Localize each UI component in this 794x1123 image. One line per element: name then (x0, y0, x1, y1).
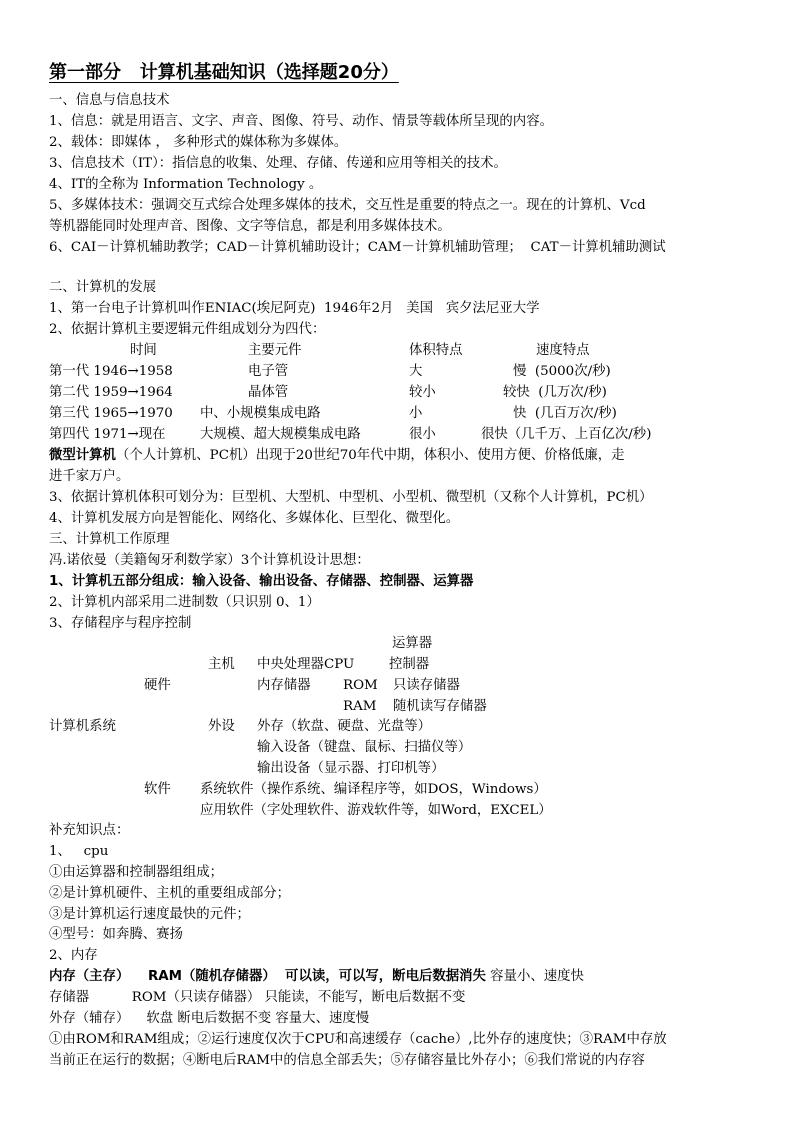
tree-rom-desc: 只读存储器 (393, 678, 460, 693)
table-cell: 较小 (409, 385, 436, 400)
table-header: 速度特点 (536, 343, 590, 358)
table-cell: 第二代 1959→1964 (49, 385, 173, 400)
supplement-cpu-2: ②是计算机硬件、主机的重要组成部分； (49, 886, 291, 901)
tree-software: 软件 (144, 782, 171, 797)
table-cell: 中、小规模集成电路 (200, 406, 321, 421)
tree-cpu: 中央处理器CPU (257, 657, 355, 672)
tree-controller: 控制器 (389, 657, 430, 672)
microcomputer-desc: （个人计算机、PC机）出现于20世纪70年代中期，体积小、使用方便、价格低廉，走 (115, 448, 625, 463)
tree-output-devices: 输出设备（显示器、打印机等） (257, 761, 445, 776)
section-1-line-5b: 等机器能同时处理声音、图像、文字等信息，都是利用多媒体技术。 (49, 219, 451, 234)
supplement-cpu-title: 1、 cpu (49, 844, 109, 859)
table-cell: 快 (几百万次/秒) (513, 406, 617, 421)
tree-alu: 运算器 (392, 636, 433, 651)
section-2-line-4: 4、计算机发展方向是智能化、网络化、多媒体化、巨型化、微型化。 (49, 511, 460, 526)
tree-application-software: 应用软件（字处理软件、游戏软件等，如Word，EXCEL） (200, 803, 552, 818)
microcomputer-term: 微型计算机 (49, 448, 116, 463)
table-cell: 大 (409, 364, 423, 379)
memory-ram-bold: 内存（主存） RAM（随机存储器） 可以读，可以写，断电后数据消失 (49, 969, 486, 984)
section-2-line-2: 2、依据计算机主要逻辑元件组成划分为四代： (49, 322, 326, 337)
tree-host: 主机 (208, 657, 235, 672)
section-1-line-2: 2、载体：即媒体 ， 多种形式的媒体称为多媒体。 (49, 135, 348, 150)
table-cell: 第四代 1971→现在 (49, 427, 166, 442)
section-1-line-4: 4、IT的全称为 Information Technology 。 (49, 177, 323, 192)
table-cell: 很小 (409, 427, 436, 442)
section-3-heading: 三、计算机工作原理 (49, 532, 170, 547)
section-3-line-2: 2、计算机内部采用二进制数（只识别 0、1） (49, 595, 320, 610)
supplement-cpu-4: ④型号：如奔腾、赛扬 (49, 927, 183, 942)
tree-input-devices: 输入设备（键盘、鼠标、扫描仪等） (257, 740, 472, 755)
table-cell: 慢 (5000次/秒) (513, 364, 611, 379)
section-2-line-1: 1、第一台电子计算机叫作ENIAC(埃尼阿克) 1946年2月 美国 宾夕法尼亚大学 (49, 301, 540, 316)
table-cell: 电子管 (248, 364, 289, 379)
memory-ram-rest: 容量小、速度快 (485, 969, 584, 984)
section-2-heading: 二、计算机的发展 (49, 280, 157, 295)
table-cell: 较快 (几万次/秒) (503, 385, 607, 400)
section-3-intro: 冯.诺依曼（美籍匈牙利数学家）3个计算机设计思想： (49, 553, 370, 568)
section-3-line-1: 1、计算机五部分组成：输入设备、输出设备、存储器、控制器、运算器 (49, 574, 474, 589)
section-1-line-1: 1、信息：就是用语言、文字、声音、图像、符号、动作、情景等载体所呈现的内容。 (49, 114, 553, 129)
table-cell: 大规模、超大规模集成电路 (200, 427, 361, 442)
tree-ram-desc: 随机读写存储器 (393, 699, 487, 714)
section-2-line-3: 3、依据计算机体积可划分为：巨型机、大型机、中型机、小型机、微型机（又称个人计算机，PC机） (49, 490, 653, 505)
tree-system-software: 系统软件（操作系统、编译程序等，如DOS，Windows） (200, 782, 547, 797)
tree-ram: RAM (343, 699, 377, 714)
table-cell: 第一代 1946→1958 (49, 364, 173, 379)
table-cell: 很快（几千万、上百亿次/秒) (481, 427, 652, 442)
table-header: 体积特点 (409, 343, 463, 358)
microcomputer-cont: 进千家万户。 (49, 469, 130, 484)
supplement-heading: 补充知识点： (49, 823, 130, 838)
table-cell: 晶体管 (248, 385, 289, 400)
supplement-memory-4a: ①由ROM和RAM组成；②运行速度仅次于CPU和高速缓存（cache）,比外存的速度快；③RAM中存放 (49, 1032, 667, 1047)
section-1-line-6: 6、CAI－计算机辅助教学；CAD－计算机辅助设计；CAM－计算机辅助管理； CAT－计算机辅助测试 (49, 240, 666, 255)
supplement-cpu-1: ①由运算器和控制器组组成； (49, 865, 224, 880)
supplement-memory-4b: 当前正在运行的数据；④断电后RAM中的信息全部丢失；⑤存储容量比外存小；⑥我们常说的内存容 (49, 1053, 645, 1068)
table-cell: 第三代 1965→1970 (49, 406, 173, 421)
section-1-line-5a: 5、多媒体技术：强调交互式综合处理多媒体的技术，交互性是重要的特点之一。现在的计算机、Vcd (49, 198, 646, 213)
microcomputer-line (49, 446, 625, 467)
section-1-line-3: 3、信息技术（IT）：指信息的收集、处理、存储、传递和应用等相关的技术。 (49, 156, 507, 171)
supplement-memory-3: 外存（辅存） 软盘 断电后数据不变 容量大、速度慢 (49, 1011, 370, 1026)
tree-hardware: 硬件 (144, 678, 171, 693)
tree-memory: 内存储器 (257, 678, 311, 693)
tree-peripheral: 外设 (208, 719, 235, 734)
tree-rom: ROM (343, 678, 378, 693)
page-title: 第一部分 计算机基础知识（选择题20分） (49, 62, 399, 83)
tree-external-storage: 外存（软盘、硬盘、光盘等） (257, 719, 432, 734)
supplement-memory-title: 2、内存 (49, 948, 98, 963)
supplement-cpu-3: ③是计算机运行速度最快的元件； (49, 907, 250, 922)
section-3-line-3: 3、存储程序与程序控制 (49, 616, 192, 631)
supplement-memory-2: 存储器 ROM（只读存储器） 只能读，不能写，断电后数据不变 (49, 990, 466, 1005)
tree-system: 计算机系统 (49, 719, 116, 734)
table-cell: 小 (409, 406, 423, 421)
supplement-memory-1 (49, 967, 584, 988)
section-1-heading: 一、信息与信息技术 (49, 93, 170, 108)
table-header: 时间 (130, 343, 157, 358)
table-header: 主要元件 (248, 343, 302, 358)
